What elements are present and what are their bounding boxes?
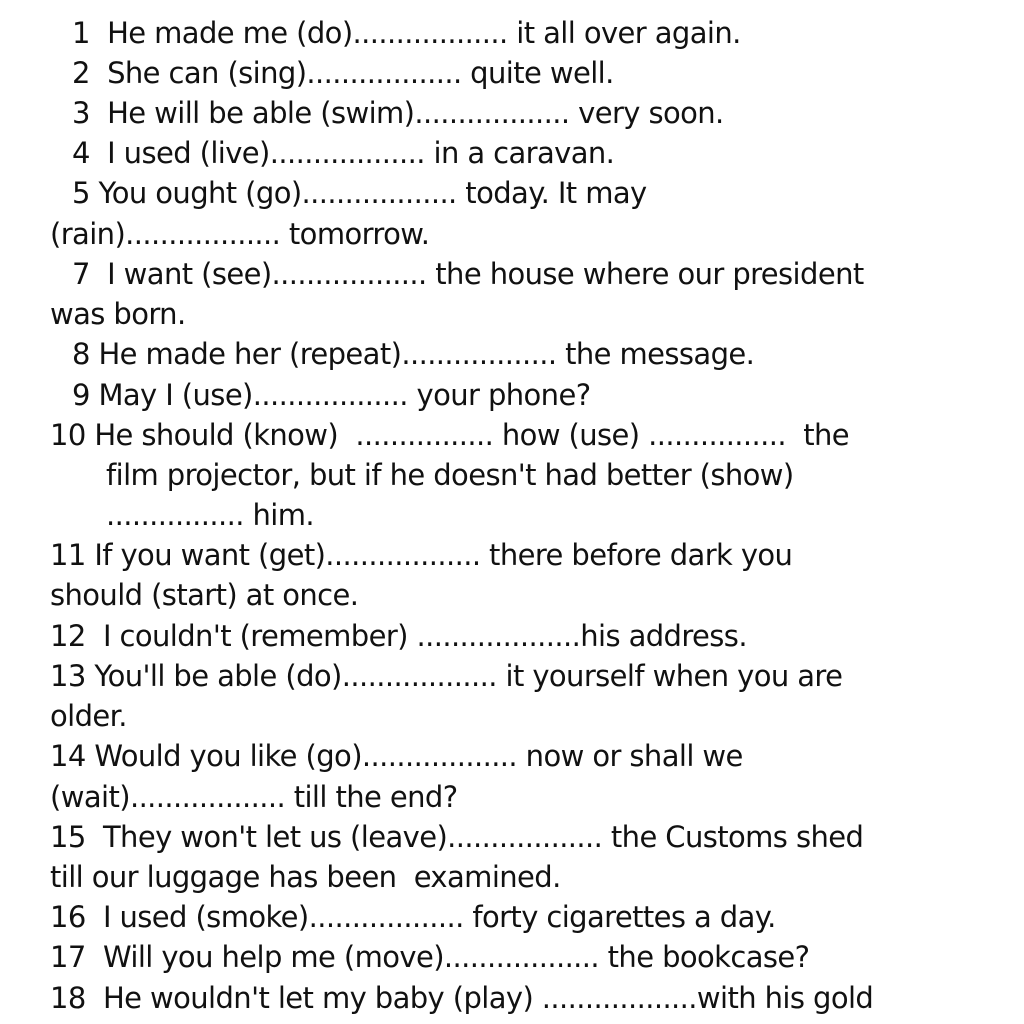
exercise-line-5: 5 You ought (go).................. today. It may — [72, 176, 647, 210]
exercise-line-14: 14 Would you like (go).................. now or shall we — [50, 739, 743, 773]
exercise-line-10: 10 He should (know) ................ how (use) ................ the — [50, 418, 850, 452]
exercise-line-15: 15 They won't let us (leave).................. the Customs shed — [50, 820, 864, 854]
exercise-line-16: 16 I used (smoke).................. forty cigarettes a day. — [50, 900, 776, 934]
exercise-line-14-cont: (wait).................. till the end? — [50, 780, 458, 814]
exercise-line-18: 18 He wouldn't let my baby (play) ..................with his gold — [50, 981, 874, 1015]
exercise-line-7-cont: was born. — [50, 297, 186, 331]
exercise-line-13-cont: older. — [50, 699, 127, 733]
exercise-line-9: 9 May I (use).................. your phone? — [72, 378, 591, 412]
exercise-line-10-cont-b: ................ him. — [106, 498, 315, 532]
exercise-line-7: 7 I want (see).................. the house where our president — [72, 257, 864, 291]
exercise-line-2: 2 She can (sing).................. quite well. — [72, 56, 614, 90]
exercise-line-4: 4 I used (live).................. in a caravan. — [72, 136, 615, 170]
exercise-line-17: 17 Will you help me (move).................. the bookcase? — [50, 940, 810, 974]
exercise-line-13: 13 You'll be able (do).................. it yourself when you are — [50, 659, 843, 693]
exercise-line-15-cont: till our luggage has been examined. — [50, 860, 561, 894]
exercise-line-12: 12 I couldn't (remember) ...................his address. — [50, 619, 747, 653]
exercise-line-10-cont-a: film projector, but if he doesn't had better (show) — [106, 458, 794, 492]
exercise-line-1: 1 He made me (do).................. it all over again. — [72, 16, 741, 50]
exercise-line-3: 3 He will be able (swim).................. very soon. — [72, 96, 724, 130]
exercise-line-11-cont: should (start) at once. — [50, 578, 359, 612]
exercise-line-11: 11 If you want (get).................. there before dark you — [50, 538, 793, 572]
exercise-line-5-cont: (rain).................. tomorrow. — [50, 217, 430, 251]
exercise-line-8: 8 He made her (repeat).................. the message. — [72, 337, 755, 371]
